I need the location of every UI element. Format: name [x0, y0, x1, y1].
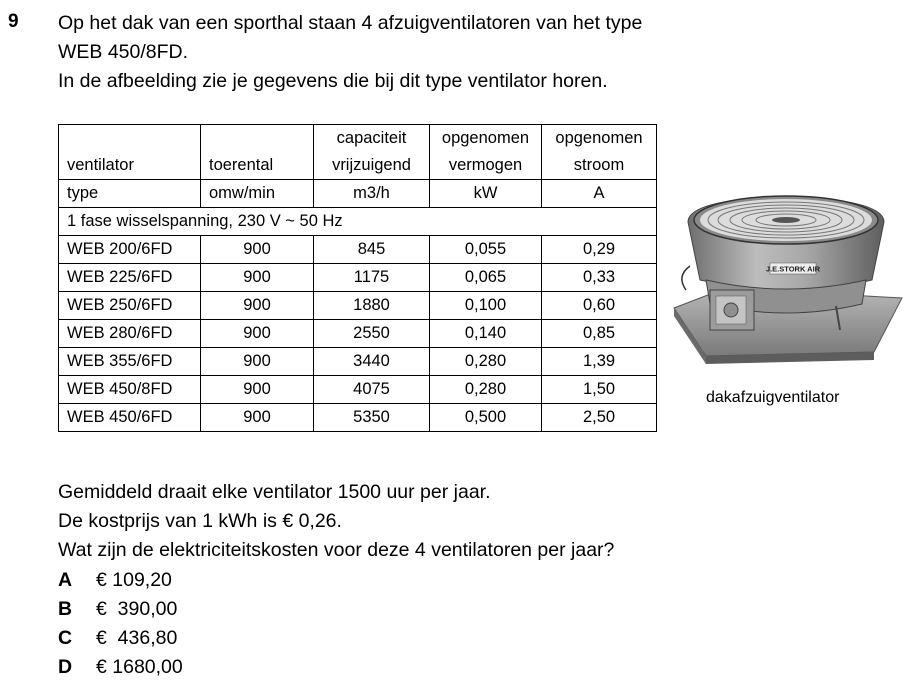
- table-cell: 900: [201, 236, 314, 264]
- table-cell: 1,39: [542, 348, 657, 376]
- fan-spec-table: [58, 124, 657, 432]
- section-row: [59, 208, 657, 236]
- unit-cell: A: [542, 180, 657, 208]
- table-cell: 0,140: [430, 320, 542, 348]
- answer-options: [58, 566, 183, 682]
- section-label: 1 fase wisselspanning, 230 V ~ 50 Hz: [59, 208, 657, 236]
- header-cell: vermogen: [430, 152, 542, 180]
- table-cell: 900: [201, 376, 314, 404]
- table-cell: 3440: [314, 348, 430, 376]
- header-cell: [59, 125, 201, 153]
- table-row: [59, 348, 657, 376]
- unit-cell: m3/h: [314, 180, 430, 208]
- unit-cell: kW: [430, 180, 542, 208]
- header-row: [59, 152, 657, 180]
- header-cell: opgenomen: [542, 125, 657, 153]
- option-letter: B: [58, 598, 73, 620]
- table-cell: WEB 280/6FD: [59, 320, 201, 348]
- table-cell: 2550: [314, 320, 430, 348]
- table-cell: 1175: [314, 264, 430, 292]
- table-row: [59, 376, 657, 404]
- figure-caption: dakafzuigventilator: [706, 389, 840, 406]
- intro-line: WEB 450/8FD.: [58, 41, 189, 63]
- table-cell: 0,055: [430, 236, 542, 264]
- table-cell: 0,065: [430, 264, 542, 292]
- table-cell: 1,50: [542, 376, 657, 404]
- option-letter: D: [58, 656, 73, 678]
- intro-line: Op het dak van een sporthal staan 4 afzuigventilatoren van het type: [58, 12, 643, 34]
- table-row: [59, 236, 657, 264]
- header-cell: ventilator: [59, 152, 201, 180]
- unit-cell: type: [59, 180, 201, 208]
- question-number: 9: [8, 11, 19, 32]
- table-row: [59, 292, 657, 320]
- body-line: De kostprijs van 1 kWh is € 0,26.: [58, 510, 342, 532]
- body-line: Gemiddeld draait elke ventilator 1500 uur per jaar.: [58, 481, 491, 503]
- units-row: [59, 180, 657, 208]
- header-cell: stroom: [542, 152, 657, 180]
- table-row: [59, 404, 657, 432]
- table-cell: 0,85: [542, 320, 657, 348]
- roof-fan-illustration: [666, 180, 906, 375]
- table-cell: 900: [201, 292, 314, 320]
- answer-option-c[interactable]: [58, 624, 183, 653]
- table-cell: 0,100: [430, 292, 542, 320]
- table-cell: 900: [201, 348, 314, 376]
- answer-option-d[interactable]: [58, 653, 183, 682]
- brand-label: J.E.STORK AIR: [765, 264, 821, 274]
- unit-cell: omw/min: [201, 180, 314, 208]
- option-letter: A: [58, 569, 73, 591]
- table-cell: WEB 450/8FD: [59, 376, 201, 404]
- header-cell: [201, 125, 314, 153]
- body-line: Wat zijn de elektriciteitskosten voor deze 4 ventilatoren per jaar?: [58, 539, 615, 561]
- table-cell: 0,60: [542, 292, 657, 320]
- table-row: [59, 264, 657, 292]
- question-intro: [58, 9, 642, 96]
- option-text: € 109,20: [96, 569, 172, 591]
- table-cell: WEB 225/6FD: [59, 264, 201, 292]
- question-body: [58, 478, 614, 565]
- table-cell: 0,500: [430, 404, 542, 432]
- table-cell: WEB 450/6FD: [59, 404, 201, 432]
- option-text: € 390,00: [96, 598, 178, 620]
- table-cell: 900: [201, 404, 314, 432]
- answer-option-b[interactable]: [58, 595, 183, 624]
- table-cell: 845: [314, 236, 430, 264]
- table-cell: 1880: [314, 292, 430, 320]
- header-row: [59, 125, 657, 153]
- header-cell: vrijzuigend: [314, 152, 430, 180]
- option-text: € 436,80: [96, 627, 178, 649]
- intro-line: In de afbeelding zie je gegevens die bij dit type ventilator horen.: [58, 70, 608, 92]
- table-cell: WEB 200/6FD: [59, 236, 201, 264]
- table-cell: 5350: [314, 404, 430, 432]
- header-cell: toerental: [201, 152, 314, 180]
- table-cell: 2,50: [542, 404, 657, 432]
- table-cell: WEB 355/6FD: [59, 348, 201, 376]
- table-cell: WEB 250/6FD: [59, 292, 201, 320]
- answer-option-a[interactable]: [58, 566, 183, 595]
- table-row: [59, 320, 657, 348]
- table-cell: 0,29: [542, 236, 657, 264]
- option-text: € 1680,00: [96, 656, 183, 678]
- table-cell: 900: [201, 320, 314, 348]
- table-cell: 0,280: [430, 348, 542, 376]
- header-cell: capaciteit: [314, 125, 430, 153]
- header-cell: opgenomen: [430, 125, 542, 153]
- table-cell: 0,280: [430, 376, 542, 404]
- table-cell: 0,33: [542, 264, 657, 292]
- table-cell: 4075: [314, 376, 430, 404]
- option-letter: C: [58, 627, 73, 649]
- table-cell: 900: [201, 264, 314, 292]
